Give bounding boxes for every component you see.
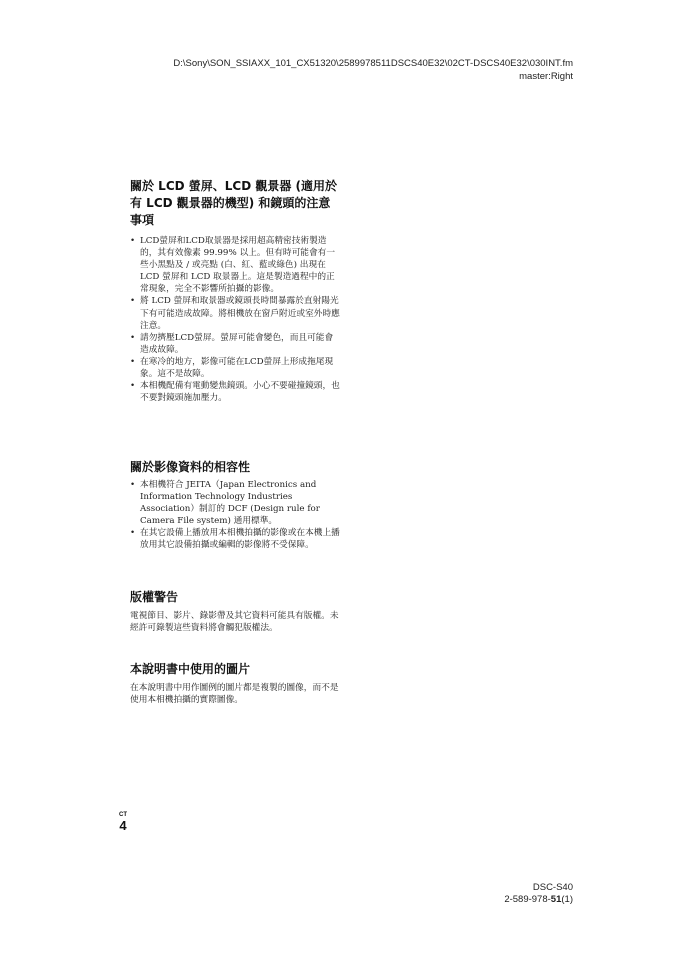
section-lcd [130, 178, 340, 404]
section-lcd-title: 關於 LCD 螢屏、LCD 觀景器 (適用於有 LCD 觀景器的機型) 和鏡頭的注意事項 [130, 179, 338, 227]
footer-code-prefix: 2-589-978- [504, 894, 551, 905]
bullet-icon: • [130, 236, 136, 246]
section-compat [130, 459, 340, 552]
footer-code-bold: 51 [550, 894, 562, 905]
section-pictures-title: 本說明書中使用的圖片 [130, 662, 251, 676]
footer-part-code [504, 894, 573, 906]
section-copyright-body: 電視節目、影片、錄影帶及其它資料可能具有版權。未經許可錄製這些資料將會觸犯版權法。 [130, 611, 339, 634]
section-compat-title: 關於影像資料的相容性 [130, 460, 251, 474]
list-item-text: 在其它設備上播放用本相機拍攝的影像或在本機上播放用其它設備拍攝或編輯的影像將不受保障。 [140, 528, 340, 551]
list-item-text: 在寒冷的地方，影像可能在LCD螢屏上形成拖尾現象。這不是故障。 [140, 356, 334, 380]
bullet-icon: • [130, 381, 136, 392]
section-copyright-title: 版權警告 [130, 590, 179, 604]
footer-code-suffix: (1) [561, 894, 573, 905]
bullet-icon: • [130, 356, 136, 367]
bullet-icon: • [130, 296, 136, 307]
section-pictures [130, 661, 340, 706]
section-lcd-list [130, 235, 340, 404]
bullet-icon: • [130, 332, 136, 343]
section-copyright [130, 589, 340, 634]
list-item-text: LCD螢屏和LCD取景器是採用超高精密技術製造的，其有效像素 99.99% 以上。但有時可能會有一些小黑點及 / 或亮點 (白、紅、藍或綠色) 出現在 LCD 螢屏和 LCD 取景器上。這是製造過程中的正常現象，完全不影響所拍攝的影像。 [140, 236, 336, 295]
list-item [130, 295, 340, 331]
bullet-icon: • [130, 528, 136, 539]
header-file-path: D:\Sony\SON_SSIAXX_101_CX51320\2589978511DSCS40E32\02CT-DSCS40E32\030INT.fm [173, 58, 573, 69]
bullet-icon: • [130, 480, 136, 490]
list-item-text: 將 LCD 螢屏和取景器或鏡頭長時間暴露於直射陽光下有可能造成故障。將相機放在窗戶附近或室外時應注意。 [140, 296, 340, 331]
list-item [130, 380, 340, 404]
page-language-code: CT [119, 812, 127, 818]
list-item-text: 請勿擠壓LCD螢屏。螢屏可能會變色，而且可能會造成故障。 [140, 332, 334, 355]
list-item-text: 本相機符合 JEITA（Japan Electronics and Information Technology Industries Association）制訂的 DCF (Design rule for Camera File system) 通用標準。 [140, 480, 320, 527]
header-master-label: master:Right [519, 71, 573, 82]
section-pictures-body: 在本說明書中用作圖例的圖片都是複製的圖像，而不是使用本相機拍攝的實際圖像。 [130, 683, 339, 706]
list-item-text: 本相機配備有電動變焦鏡頭。小心不要碰撞鏡頭，也不要對鏡頭施加壓力。 [140, 381, 340, 404]
list-item [130, 235, 340, 295]
list-item [130, 356, 340, 380]
list-item [130, 332, 340, 356]
page-marker [116, 812, 130, 833]
footer-model: DSC-S40 [532, 882, 573, 893]
list-item [130, 479, 340, 527]
list-item [130, 527, 340, 551]
page-number: 4 [119, 818, 127, 833]
section-compat-list [130, 479, 340, 552]
